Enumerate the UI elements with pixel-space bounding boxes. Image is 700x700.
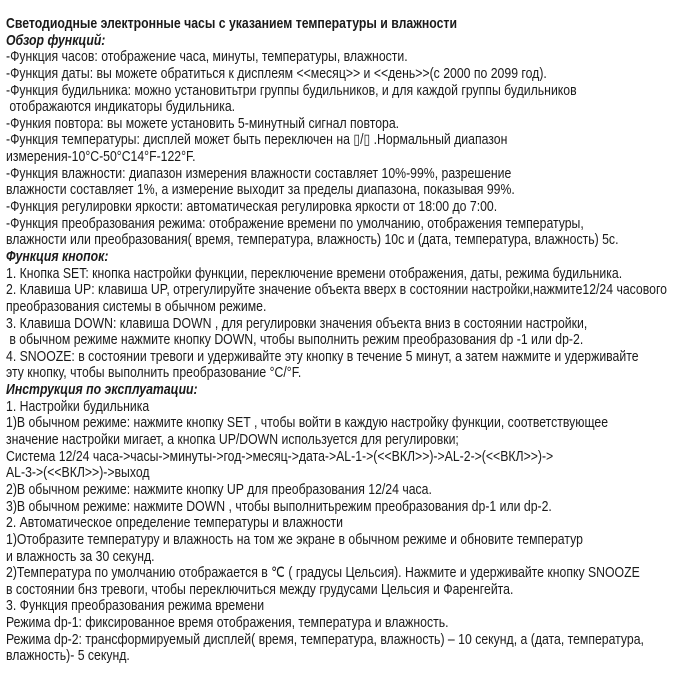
instructions-line: в состоянии бнз тревоги, чтобы переключиться между грудусами Цельсия и Фаренгейта. (6, 581, 514, 598)
instructions-line: влажность)- 5 секунд. (6, 648, 130, 665)
overview-line: -Функция регулировки яркости: автоматическая регулировка яркости от 18:00 до 7:00. (6, 199, 498, 216)
overview-line: -Функция будильника: можно установитьтри группы будильников, и для каждой группы будильников (6, 82, 577, 99)
overview-line: влажности составляет 1%, а измерение выходит за пределы диапазона, показывая 99%. (6, 182, 515, 199)
overview-line: -Функция температуры: дисплей может быть переключен на ▯/▯ .Нормальный диапазон (6, 132, 508, 149)
instructions-line: Режима dp-2: трансформируемый дисплей( время, температура, влажность) – 10 секунд, а (дата, температура, (6, 631, 644, 648)
overview-line: -Функция часов: отображение часа, минуты, температуры, влажности. (6, 49, 408, 66)
buttons-line: эту кнопку, чтобы выполнить преобразование °C/°F. (6, 365, 302, 382)
overview-line: -Функция преобразования режима: отображение времени по умолчанию, отображения температуры, (6, 215, 584, 232)
buttons-line: 1. Кнопка SET: кнопка настройки функции, переключение времени отображения, даты, режима будильника. (6, 265, 623, 282)
document-title: Светодиодные электронные часы с указанием температуры и влажности (6, 16, 457, 32)
buttons-line: в обычном режиме нажмите кнопку DOWN, чтобы выполнить режим преобразования dp -1 или dp-2. (9, 332, 584, 349)
instructions-line: 1)Отобразите температуру и влажность на том же экране в обычном режиме и обновите температур (6, 531, 583, 548)
section-heading-instructions: Инструкция по эксплуатации: (6, 382, 198, 399)
overview-line: -Функия повтора: вы можете установить 5-минутный сигнал повтора. (6, 115, 400, 132)
overview-line: влажности или преобразования( время, температура, влажность) 10с и (дата, температура, влажность) 5с. (6, 232, 619, 249)
instructions-line: AL-3->(<<ВКЛ>>)->выход (6, 465, 150, 482)
instructions-line: значение настройки мигает, а кнопка UP/DOWN используется для регулировки; (6, 432, 459, 449)
instructions-line: 2)В обычном режиме: нажмите кнопку UP для преобразования 12/24 часа. (6, 481, 432, 498)
overview-line: измерения-10°C-50°C14°F-122°F. (6, 149, 196, 166)
instructions-line: Система 12/24 часа->часы->минуты->год->месяц->дата->AL-1->(<<ВКЛ>>)->AL-2->(<<ВКЛ>>)-> (6, 448, 554, 465)
instructions-line: 3)В обычном режиме: нажмите DOWN , чтобы выполнитьрежим преобразования dp-1 или dp-2. (6, 498, 552, 515)
instructions-line: Режима dp-1: фиксированное время отображения, температура и влажность. (6, 615, 449, 632)
instructions-line: 3. Функция преобразования режима времени (6, 598, 265, 615)
buttons-line: 2. Клавиша UP: клавиша UP, отрегулируйте значение объекта вверх в состоянии настройки,нажмите12/24 часового (6, 282, 667, 299)
instructions-line: 2)Температура по умолчанию отображается в ℃ ( градусы Цельсия). Нажмите и удерживайте кнопку SNOOZE (6, 565, 640, 582)
section-heading-overview: Обзор функций: (6, 32, 106, 49)
overview-line: -Функция влажности: диапазон измерения влажности составляет 10%-99%, разрешение (6, 165, 512, 182)
instructions-line: и влажность за 30 секунд. (6, 548, 155, 565)
overview-line: -Функция даты: вы можете обратиться к дисплеям <<месяц>> и <<день>>(с 2000 по 2099 год). (6, 65, 547, 82)
buttons-line: 4. SNOOZE: в состоянии тревоги и удерживайте эту кнопку в течение 5 минут, а затем нажмите и удерживайте (6, 348, 639, 365)
overview-line: отображаются индикаторы будильника. (9, 99, 236, 116)
section-heading-buttons: Функция кнопок: (6, 248, 109, 265)
document (6, 16, 700, 665)
instructions-line: 2. Автоматическое определение температуры и влажности (6, 515, 344, 532)
buttons-line: 3. Клавиша DOWN: клавиша DOWN , для регулировки значения объекта вниз в состоянии настройки, (6, 315, 588, 332)
instructions-line: 1)В обычном режиме: нажмите кнопку SET , чтобы войти в каждую настройку функции, соответствующее (6, 415, 609, 432)
buttons-line: преобразования системы в обычном режиме. (6, 298, 267, 315)
instructions-line: 1. Настройки будильника (6, 398, 150, 415)
